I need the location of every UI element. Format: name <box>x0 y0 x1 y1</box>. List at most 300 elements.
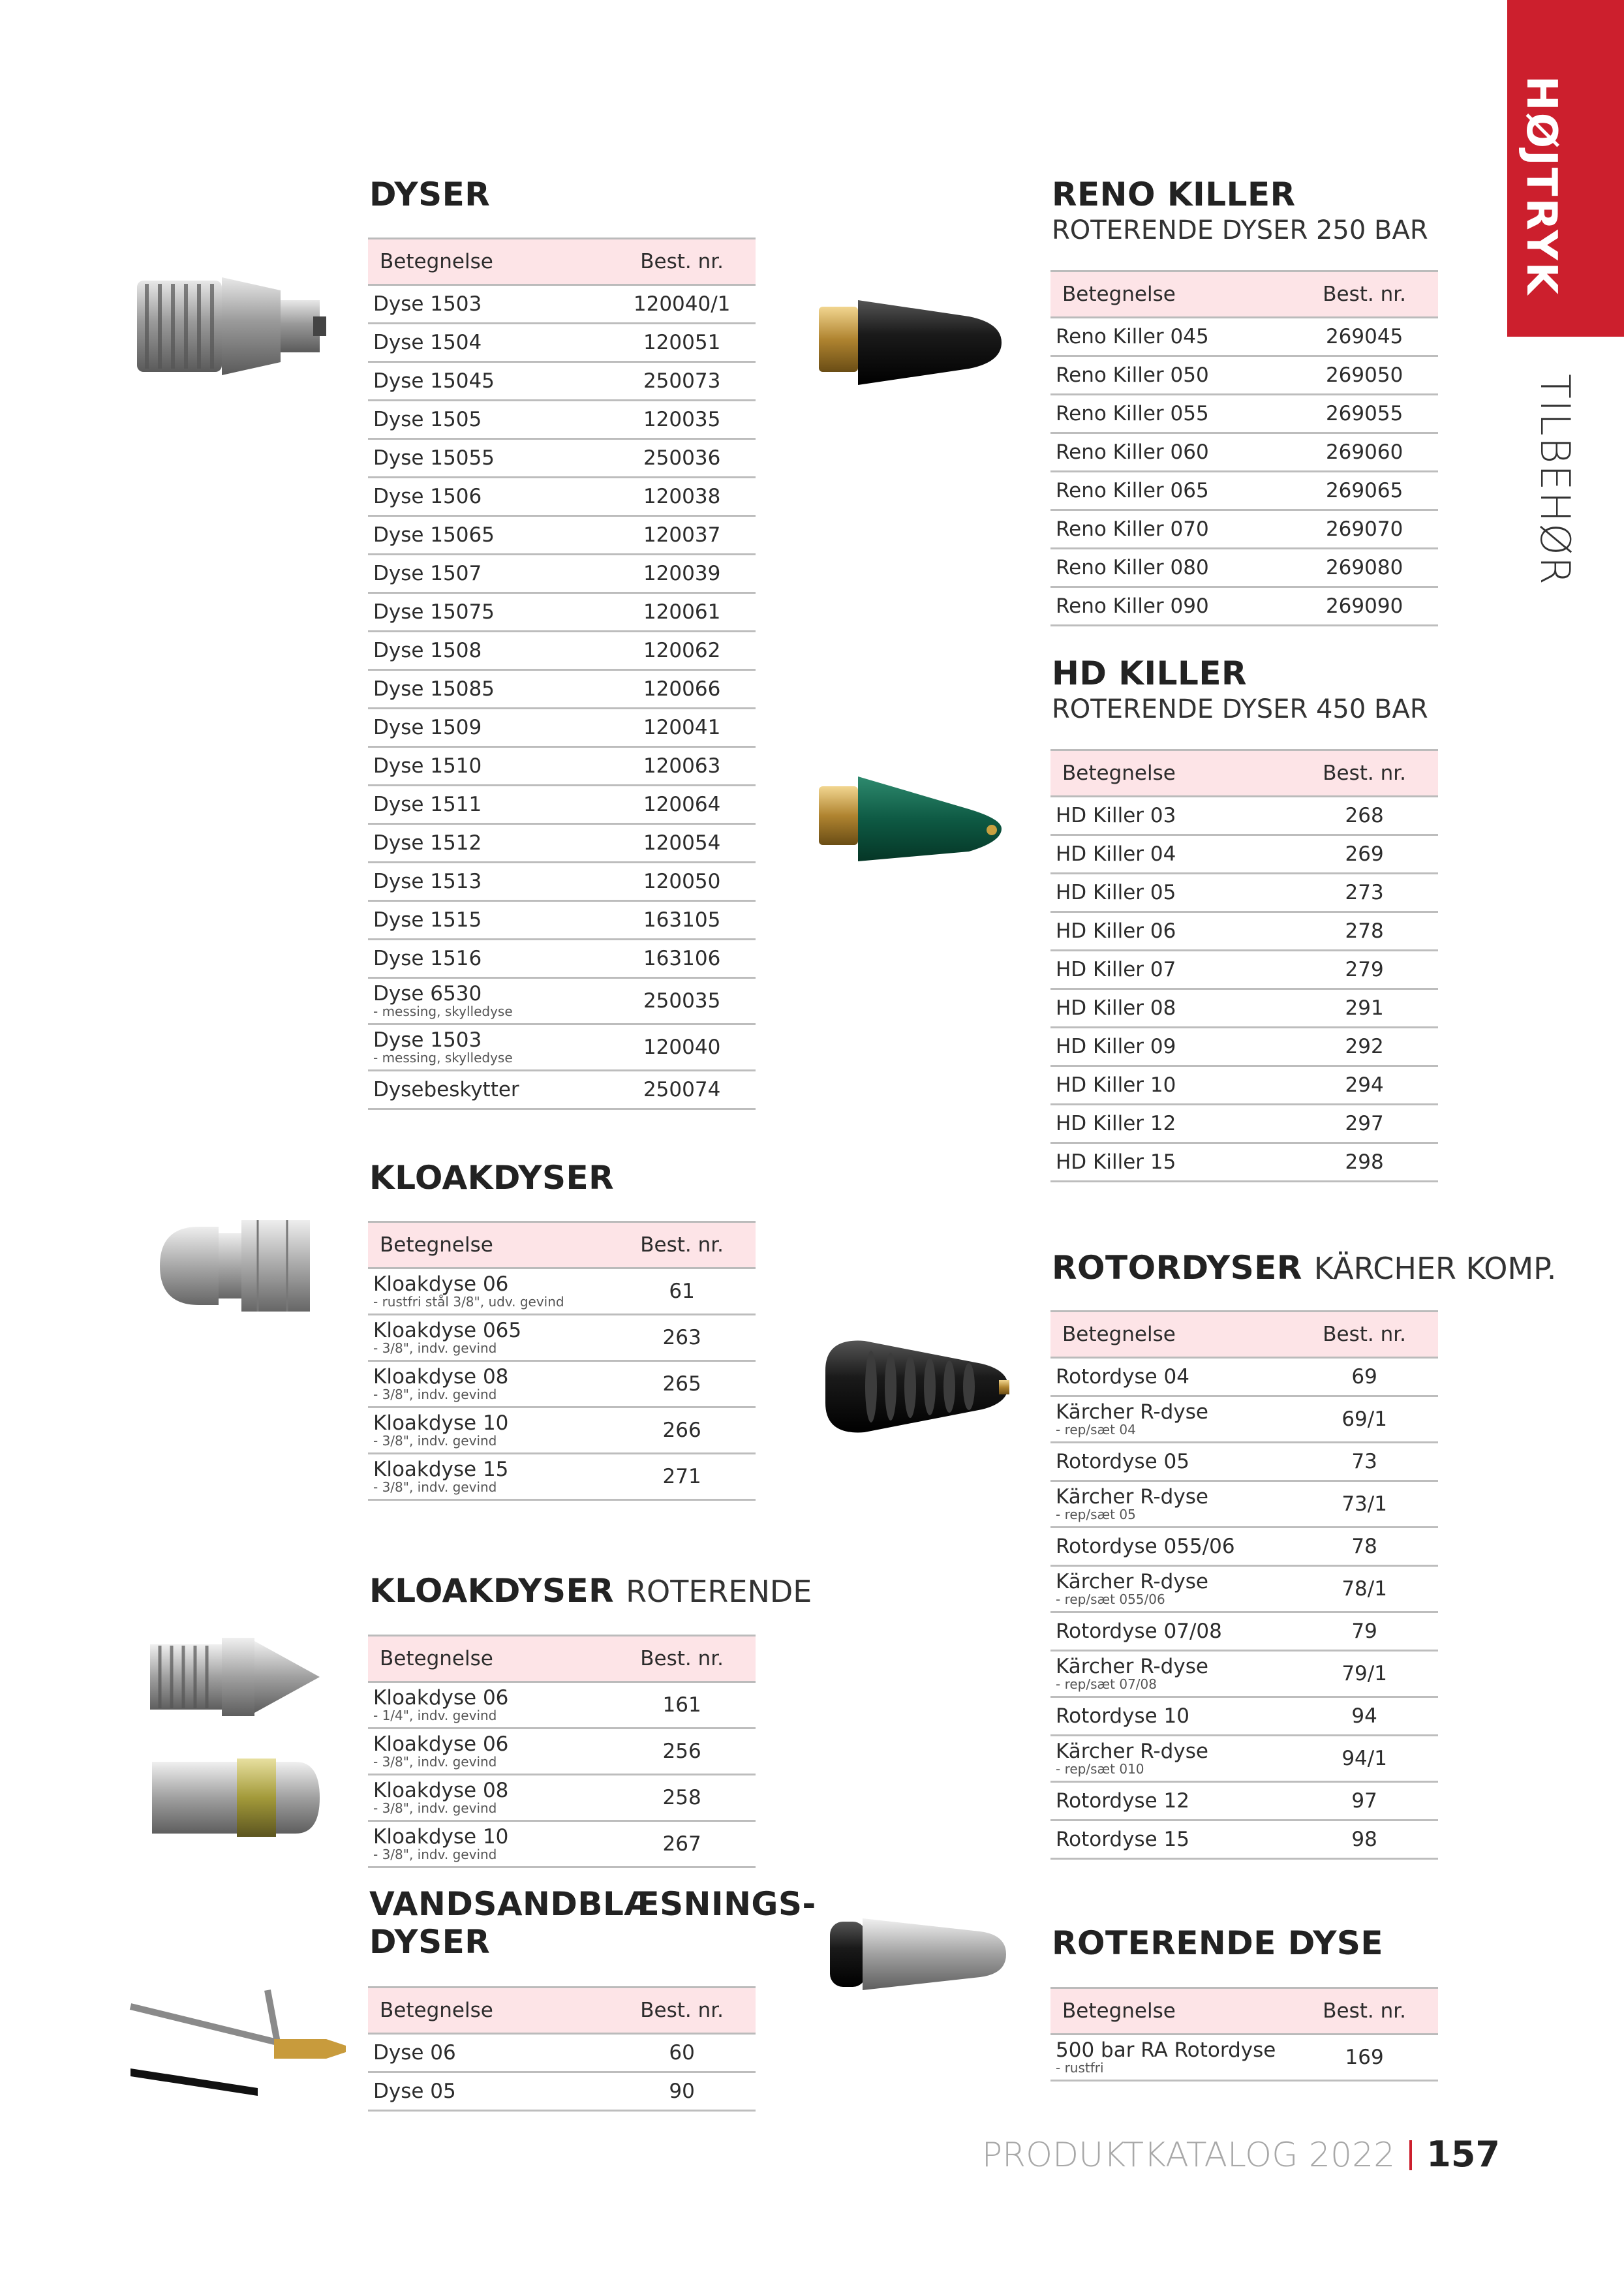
header-best-nr: Best. nr. <box>1291 271 1438 318</box>
product-name: HD Killer 07 <box>1056 957 1176 981</box>
rotor-title: ROTORDYSER <box>1052 1249 1302 1287</box>
product-name: Reno Killer 060 <box>1056 440 1209 464</box>
table-row <box>1050 874 1438 912</box>
product-number: 61 <box>608 1268 756 1315</box>
product-number: 269065 <box>1291 472 1438 510</box>
product-number: 250074 <box>608 1071 756 1109</box>
section-tab-label: HØJTRYK <box>1517 76 1565 297</box>
product-name-cell <box>1050 510 1291 549</box>
table-row <box>1050 989 1438 1028</box>
product-number: 294 <box>1291 1066 1438 1105</box>
dyser-table <box>368 238 756 1110</box>
table-row <box>368 1407 756 1454</box>
hd-heading <box>1052 655 1428 724</box>
reno-title: RENO KILLER <box>1052 176 1296 213</box>
table-row <box>368 401 756 439</box>
product-name: Rotordyse 055/06 <box>1056 1534 1235 1558</box>
product-name: Dyse 1513 <box>373 869 482 893</box>
product-number: 73/1 <box>1291 1481 1438 1528</box>
product-name: Dyse 15045 <box>373 369 495 393</box>
product-name-cell <box>1050 1143 1291 1182</box>
product-name: Dyse 15055 <box>373 446 495 470</box>
product-number: 297 <box>1291 1105 1438 1143</box>
table-row <box>368 670 756 709</box>
table-row <box>1050 433 1438 472</box>
product-name-cell <box>1050 1566 1291 1612</box>
product-name-cell <box>1050 1820 1291 1859</box>
product-name-cell <box>1050 433 1291 472</box>
product-name-cell <box>1050 1396 1291 1443</box>
product-name-cell <box>368 324 608 362</box>
vandsand-title-line2: DYSER <box>369 1922 491 1961</box>
rotdyse-title: ROTERENDE DYSE <box>1052 1924 1384 1962</box>
table-row <box>1050 912 1438 951</box>
product-name-cell <box>368 632 608 670</box>
product-name: Reno Killer 090 <box>1056 594 1209 618</box>
category-label: TILBEHØR <box>1531 374 1579 586</box>
page-footer <box>982 2134 1500 2175</box>
product-note: - 1/4", indv. gevind <box>373 1708 497 1724</box>
product-number: 97 <box>1291 1782 1438 1820</box>
table-row <box>368 863 756 901</box>
product-name-cell <box>368 1315 608 1361</box>
hd-title: HD KILLER <box>1052 654 1247 692</box>
page-number: 157 <box>1426 2134 1500 2175</box>
product-number: 78 <box>1291 1528 1438 1566</box>
product-number: 90 <box>608 2072 756 2111</box>
table-header-row <box>368 1636 756 1682</box>
table-row <box>368 478 756 516</box>
product-name-cell <box>1050 1105 1291 1143</box>
product-name-cell <box>1050 1358 1291 1396</box>
product-number: 161 <box>608 1682 756 1728</box>
product-name-cell <box>368 1775 608 1821</box>
product-number: 94/1 <box>1291 1736 1438 1782</box>
table-row <box>1050 797 1438 835</box>
table-header-row <box>368 1988 756 2034</box>
product-name-cell <box>1050 356 1291 395</box>
rotdyse-table <box>1050 1987 1438 2082</box>
product-name-cell <box>368 593 608 632</box>
table-row <box>1050 510 1438 549</box>
table-row <box>1050 1358 1438 1396</box>
product-note: - messing, skylledyse <box>373 1004 513 1020</box>
product-name-cell <box>368 1361 608 1407</box>
kloakdyse-rot-product-image-1 <box>147 1631 323 1723</box>
table-row <box>1050 587 1438 626</box>
product-name: Kloakdyse 06 <box>373 1685 509 1710</box>
product-note: - 3/8", indv. gevind <box>373 1847 497 1863</box>
product-name-cell <box>1050 912 1291 951</box>
product-name-cell <box>368 362 608 401</box>
product-number: 250073 <box>608 362 756 401</box>
table-header-row <box>1050 1988 1438 2035</box>
product-name: Kärcher R-dyse <box>1056 1569 1208 1593</box>
product-name: HD Killer 10 <box>1056 1073 1176 1097</box>
product-name: Kloakdyse 10 <box>373 1824 509 1849</box>
vandsand-product-image <box>127 1977 369 2101</box>
reno-product-image <box>812 287 1008 398</box>
header-betegnelse: Betegnelse <box>1050 1312 1291 1358</box>
product-number: 120050 <box>608 863 756 901</box>
product-name: Rotordyse 05 <box>1056 1449 1189 1473</box>
product-name-cell <box>368 555 608 593</box>
product-note: - 3/8", indv. gevind <box>373 1433 497 1449</box>
product-name-cell <box>368 1728 608 1775</box>
product-name-cell <box>1050 1736 1291 1782</box>
header-best-nr: Best. nr. <box>608 1988 756 2034</box>
product-name-cell <box>1050 1782 1291 1820</box>
table-row <box>368 1728 756 1775</box>
product-note: - rep/sæt 010 <box>1056 1761 1144 1777</box>
product-number: 250036 <box>608 439 756 478</box>
table-row <box>368 786 756 824</box>
hd-table <box>1050 749 1438 1182</box>
table-row <box>1050 1105 1438 1143</box>
product-name: Dyse 05 <box>373 2079 456 2103</box>
product-name-cell <box>1050 797 1291 835</box>
product-name-cell <box>1050 549 1291 587</box>
table-row <box>368 1071 756 1109</box>
table-row <box>1050 1528 1438 1566</box>
header-betegnelse: Betegnelse <box>1050 750 1291 797</box>
product-number: 120040 <box>608 1024 756 1071</box>
header-best-nr: Best. nr. <box>608 1222 756 1268</box>
product-name: Kloakdyse 08 <box>373 1364 509 1389</box>
product-number: 265 <box>608 1361 756 1407</box>
product-name-cell <box>1050 2035 1291 2081</box>
product-name-cell <box>368 901 608 940</box>
table-row <box>1050 1697 1438 1736</box>
product-name: HD Killer 09 <box>1056 1034 1176 1058</box>
product-name-cell <box>368 670 608 709</box>
product-name: Dyse 1504 <box>373 330 482 354</box>
product-name: Dyse 1509 <box>373 715 482 739</box>
product-number: 291 <box>1291 989 1438 1028</box>
product-number: 269070 <box>1291 510 1438 549</box>
product-name-cell <box>368 940 608 978</box>
product-number: 94 <box>1291 1697 1438 1736</box>
product-name-cell <box>1050 1651 1291 1697</box>
kloakdyser-rot-title-light: ROTERENDE <box>626 1574 812 1609</box>
table-row <box>1050 1820 1438 1859</box>
product-name: Kloakdyse 06 <box>373 1272 509 1296</box>
product-number: 120038 <box>608 478 756 516</box>
product-name-cell <box>368 1024 608 1071</box>
product-name-cell <box>1050 587 1291 626</box>
table-row <box>1050 356 1438 395</box>
reno-subtitle: ROTERENDE DYSER 250 BAR <box>1052 215 1428 245</box>
product-number: 292 <box>1291 1028 1438 1066</box>
table-row <box>368 324 756 362</box>
product-name-cell <box>1050 1443 1291 1481</box>
table-header-row <box>1050 750 1438 797</box>
catalog-name: PRODUKTKATALOG 2022 <box>981 2136 1396 2175</box>
product-name: Dyse 1503 <box>373 292 482 316</box>
product-number: 120062 <box>608 632 756 670</box>
table-row <box>368 1454 756 1500</box>
product-number: 269 <box>1291 835 1438 874</box>
product-name: Reno Killer 080 <box>1056 555 1209 579</box>
product-number: 69 <box>1291 1358 1438 1396</box>
product-name-cell <box>1050 318 1291 356</box>
product-name: Rotordyse 04 <box>1056 1364 1189 1389</box>
product-name-cell <box>368 863 608 901</box>
rotor-product-image <box>812 1325 1015 1442</box>
table-row <box>368 978 756 1024</box>
product-name: Dyse 1506 <box>373 484 482 508</box>
product-name-cell <box>1050 395 1291 433</box>
header-betegnelse: Betegnelse <box>368 1988 608 2034</box>
table-row <box>368 1268 756 1315</box>
header-betegnelse: Betegnelse <box>368 1636 608 1682</box>
product-number: 250035 <box>608 978 756 1024</box>
product-name-cell <box>368 1682 608 1728</box>
table-row <box>368 901 756 940</box>
product-name: Dyse 1516 <box>373 946 482 970</box>
product-name: Dyse 1511 <box>373 792 482 816</box>
table-row <box>368 1361 756 1407</box>
product-note: - 3/8", indv. gevind <box>373 1340 497 1357</box>
product-number: 120035 <box>608 401 756 439</box>
product-number: 269050 <box>1291 356 1438 395</box>
product-number: 60 <box>608 2034 756 2072</box>
table-row <box>368 2072 756 2111</box>
product-note: - 3/8", indv. gevind <box>373 1387 497 1403</box>
product-number: 120066 <box>608 670 756 709</box>
kloakdyser-rot-table <box>368 1635 756 1868</box>
product-name: Dyse 1505 <box>373 407 482 431</box>
product-name: Rotordyse 15 <box>1056 1827 1189 1851</box>
product-name-cell <box>368 1407 608 1454</box>
product-number: 120064 <box>608 786 756 824</box>
product-number: 73 <box>1291 1443 1438 1481</box>
dyse-product-image <box>130 261 333 392</box>
product-number: 120041 <box>608 709 756 747</box>
product-name-cell <box>368 978 608 1024</box>
dyser-title: DYSER <box>369 176 491 213</box>
rotdyse-heading <box>1052 1925 1383 1963</box>
vandsand-title-line1: VANDSANDBLÆSNINGS- <box>369 1885 816 1923</box>
kloakdyser-table <box>368 1221 756 1501</box>
product-note: - rustfri <box>1056 2060 1104 2076</box>
table-row <box>1050 1028 1438 1066</box>
product-name-cell <box>1050 874 1291 912</box>
product-name: Rotordyse 07/08 <box>1056 1619 1222 1643</box>
product-name-cell <box>368 2034 608 2072</box>
product-name: Kärcher R-dyse <box>1056 1739 1208 1763</box>
product-number: 269060 <box>1291 433 1438 472</box>
table-header-row <box>1050 271 1438 318</box>
product-name-cell <box>368 1268 608 1315</box>
table-row <box>368 824 756 863</box>
table-row <box>368 940 756 978</box>
table-row <box>368 2034 756 2072</box>
product-name: Dyse 06 <box>373 2040 456 2065</box>
product-name-cell <box>368 1821 608 1867</box>
rotor-title-light: KÄRCHER KOMP. <box>1313 1251 1557 1286</box>
product-name: Rotordyse 10 <box>1056 1704 1189 1728</box>
header-betegnelse: Betegnelse <box>368 1222 608 1268</box>
product-number: 79/1 <box>1291 1651 1438 1697</box>
product-name: HD Killer 06 <box>1056 919 1176 943</box>
product-note: - rep/sæt 055/06 <box>1056 1591 1165 1608</box>
header-betegnelse: Betegnelse <box>1050 1988 1291 2035</box>
product-number: 268 <box>1291 797 1438 835</box>
product-name: Kloakdyse 06 <box>373 1732 509 1756</box>
kloakdyser-heading <box>369 1160 614 1197</box>
product-name: Reno Killer 055 <box>1056 401 1209 425</box>
product-number: 120037 <box>608 516 756 555</box>
table-row <box>368 1315 756 1361</box>
table-row <box>368 1682 756 1728</box>
product-name: Dyse 15085 <box>373 677 495 701</box>
header-betegnelse: Betegnelse <box>1050 271 1291 318</box>
product-name: Dyse 1503 <box>373 1028 482 1052</box>
product-note: - rustfri stål 3/8", udv. gevind <box>373 1294 564 1310</box>
product-note: - 3/8", indv. gevind <box>373 1479 497 1496</box>
product-number: 269055 <box>1291 395 1438 433</box>
hd-subtitle: ROTERENDE DYSER 450 BAR <box>1052 694 1428 724</box>
product-name-cell <box>368 2072 608 2111</box>
product-name: Dysebeskytter <box>373 1077 519 1101</box>
hd-product-image <box>812 763 1008 874</box>
product-name: HD Killer 15 <box>1056 1150 1176 1174</box>
product-name: Dyse 1507 <box>373 561 482 585</box>
product-name-cell <box>368 516 608 555</box>
product-name: Dyse 1510 <box>373 754 482 778</box>
product-name: Dyse 6530 <box>373 981 482 1006</box>
dyser-heading <box>369 176 490 214</box>
section-tab <box>1507 0 1624 337</box>
kloakdyse-rot-product-image-2 <box>149 1749 325 1847</box>
table-row <box>1050 549 1438 587</box>
product-number: 278 <box>1291 912 1438 951</box>
product-name-cell <box>368 786 608 824</box>
table-row <box>1050 1481 1438 1528</box>
product-number: 78/1 <box>1291 1566 1438 1612</box>
rotdyse-product-image <box>823 1905 1013 2003</box>
kloakdyser-rot-heading <box>369 1573 812 1610</box>
product-number: 69/1 <box>1291 1396 1438 1443</box>
table-row <box>368 362 756 401</box>
vandsand-table <box>368 1986 756 2112</box>
table-row <box>368 285 756 324</box>
product-number: 279 <box>1291 951 1438 989</box>
kloakdyse-product-image <box>147 1207 316 1325</box>
table-row <box>1050 1443 1438 1481</box>
table-row <box>368 516 756 555</box>
table-row <box>1050 1066 1438 1105</box>
table-row <box>1050 1396 1438 1443</box>
product-name: Kärcher R-dyse <box>1056 1654 1208 1678</box>
vandsand-heading <box>369 1886 816 1961</box>
footer-divider <box>1409 2140 1412 2170</box>
table-row <box>1050 1782 1438 1820</box>
product-name-cell <box>1050 1066 1291 1105</box>
product-name-cell <box>368 1454 608 1500</box>
product-name: 500 bar RA Rotordyse <box>1056 2038 1276 2062</box>
product-name-cell <box>1050 472 1291 510</box>
product-number: 120051 <box>608 324 756 362</box>
product-name-cell <box>1050 1481 1291 1528</box>
product-note: - rep/sæt 04 <box>1056 1422 1136 1438</box>
product-name-cell <box>368 285 608 324</box>
product-name: Kloakdyse 10 <box>373 1411 509 1435</box>
header-best-nr: Best. nr. <box>1291 1988 1438 2035</box>
table-row <box>368 747 756 786</box>
table-row <box>368 632 756 670</box>
product-number: 163105 <box>608 901 756 940</box>
product-name: Dyse 15075 <box>373 600 495 624</box>
header-best-nr: Best. nr. <box>1291 750 1438 797</box>
product-number: 120039 <box>608 555 756 593</box>
product-name: Kloakdyse 08 <box>373 1778 509 1802</box>
table-row <box>1050 2035 1438 2081</box>
product-note: - messing, skylledyse <box>373 1050 513 1066</box>
table-header-row <box>368 239 756 285</box>
product-number: 169 <box>1291 2035 1438 2081</box>
table-header-row <box>368 1222 756 1268</box>
kloakdyser-title: KLOAKDYSER <box>369 1159 615 1197</box>
table-row <box>368 1821 756 1867</box>
product-name: HD Killer 05 <box>1056 880 1176 904</box>
header-betegnelse: Betegnelse <box>368 239 608 285</box>
product-name-cell <box>1050 835 1291 874</box>
table-row <box>368 593 756 632</box>
table-row <box>368 555 756 593</box>
product-name: HD Killer 03 <box>1056 803 1176 827</box>
header-best-nr: Best. nr. <box>608 1636 756 1682</box>
rotor-table <box>1050 1310 1438 1860</box>
product-number: 120061 <box>608 593 756 632</box>
product-number: 163106 <box>608 940 756 978</box>
product-name: HD Killer 04 <box>1056 842 1176 866</box>
product-name: Reno Killer 050 <box>1056 363 1209 387</box>
table-row <box>1050 835 1438 874</box>
table-header-row <box>1050 1312 1438 1358</box>
product-name-cell <box>368 747 608 786</box>
product-name: Dyse 15065 <box>373 523 495 547</box>
product-note: - rep/sæt 07/08 <box>1056 1676 1157 1693</box>
product-name-cell <box>1050 1528 1291 1566</box>
table-row <box>368 439 756 478</box>
header-best-nr: Best. nr. <box>608 239 756 285</box>
product-number: 98 <box>1291 1820 1438 1859</box>
table-row <box>1050 1612 1438 1651</box>
product-name: Dyse 1512 <box>373 831 482 855</box>
product-name-cell <box>368 439 608 478</box>
product-name: Rotordyse 12 <box>1056 1789 1189 1813</box>
product-name: Reno Killer 070 <box>1056 517 1209 541</box>
product-note: - rep/sæt 05 <box>1056 1507 1136 1523</box>
product-name-cell <box>368 1071 608 1109</box>
product-number: 266 <box>608 1407 756 1454</box>
product-name-cell <box>1050 951 1291 989</box>
table-row <box>1050 395 1438 433</box>
header-best-nr: Best. nr. <box>1291 1312 1438 1358</box>
product-name-cell <box>368 478 608 516</box>
product-name: Dyse 1515 <box>373 908 482 932</box>
table-row <box>1050 318 1438 356</box>
product-name: HD Killer 12 <box>1056 1111 1176 1135</box>
product-name: HD Killer 08 <box>1056 996 1176 1020</box>
product-number: 258 <box>608 1775 756 1821</box>
product-number: 271 <box>608 1454 756 1500</box>
product-name-cell <box>1050 1028 1291 1066</box>
table-row <box>1050 1566 1438 1612</box>
table-row <box>1050 1651 1438 1697</box>
